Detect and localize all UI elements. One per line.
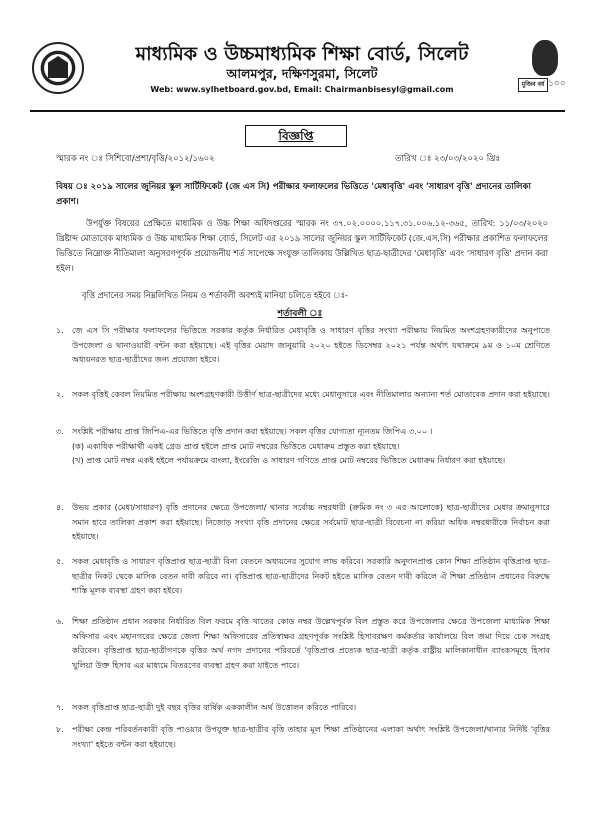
clause-number: ৮.	[56, 724, 64, 734]
conditions-heading: শর্তাবলী ঃ	[277, 309, 323, 319]
clause-2	[56, 387, 550, 402]
clause-1	[56, 323, 550, 367]
mujib-badge-text: মুজিব বর্ষ	[518, 78, 548, 92]
intro-text: উপর্যুক্ত বিষয়ের প্রেক্ষিতে মাধ্যমিক ও উচ্চ শিক্ষা অধিদপ্তরের স্মারক নং ৩৭.০২.০০০০.১১৭.৩১.০০৬.১২-৩৬৫, তারিখ: ১১/০৩/২০২০ খ্রিষ্টাব্দ মোতাবেক মাধ্যমিক ও উচ্চ মাধ্যমিক শিক্ষা বোর্ড, সিলেট এর ২০১৯ সালের জুনিয়র স্কুল সার্টিফিকেট (জে.এস.সি) পরীক্ষার প্রকাশিত ফলাফলের ভিত্তিতে নিম্নোক্ত নীতিমালা অনুসরণপূর্বক প্রয়োজনীয় শর্ত সাপেক্ষে সংযুক্ত তালিকায় উল্লিখিত ছাত্র-ছাত্রীদের 'মেধাবৃত্তি' এবং 'সাধারণ বৃত্তি' প্রদান করা হইল।	[56, 218, 548, 273]
clause-text: সংশ্লিষ্ট পরীক্ষায় প্রাপ্ত জিপিএ-এর ভিত্তিতে বৃত্তি প্রদান করা হইয়াছে। সকল বৃত্তির যোগ্যতা ন্যূনতম জিপিএ ৩.০০ ।	[72, 426, 433, 436]
clause-number: ৪.	[56, 502, 64, 512]
memo-number: স্মারক নং ঃ সিশিবো/প্রশা/বৃত্তি/২০১২/১৬০২	[56, 154, 215, 164]
clause-3	[56, 424, 550, 468]
clause-5	[56, 554, 550, 598]
clause-number: ৫.	[56, 556, 64, 566]
clause-3-sub-kha: (খ) প্রাপ্ত মোট নম্বর একই হইলে পর্যায়ক্রমে বাংলা, ইংরেজি ও সাধারণ গণিতে প্রাপ্ত মোট নম্বরের ভিত্তিতে মেধাক্রম নির্ধারণ করা হইয়াছে।	[72, 455, 506, 466]
clause-number: ৩.	[56, 426, 64, 436]
clause-3-sub-ka: (ক) একাধিক পরীক্ষার্থী একই গ্রেড প্রাপ্ত হইলে প্রাপ্ত মোট নম্বরের ভিত্তিতে মেধাক্রম প্রস্তুত করা হইয়াছে।	[72, 440, 400, 451]
clause-text: সকল মেধাবৃত্তি ও সাধারণ বৃত্তিপ্রাপ্ত ছাত্র-ছাত্রী বিনা বেতনে অধ্যয়নের সুযোগ লাভ করিবে। সরকারি অনুদানপ্রাপ্ত কোন শিক্ষা প্রতিষ্ঠান বৃত্তিপ্রাপ্ত ছাত্র-ছাত্রীর নিকট থেকে মাসিক বেতন দাবী করিবে না। বৃত্তিপ্রাপ্ত ছাত্র-ছাত্রীদের নিকট হইতে মাসিক বেতন দাবী করিলে ঐ শিক্ষা প্রতিষ্ঠান প্রধানের বিরুদ্ধে শাস্তি মূলক ব্যবস্থা গ্রহণ করা হইবে।	[72, 556, 550, 596]
board-web-email: Web: www.sylhetboard.gov.bd, Email: Chairmanbisesyl@gmail.com	[150, 85, 454, 94]
board-address: আলমপুর, দক্ষিণসুরমা, সিলেট	[226, 66, 378, 81]
clause-text: উভয় প্রকার (মেধা/সাধারণ) বৃত্তি প্রদানের ক্ষেত্রে উপজেলা/ থানার সর্বোচ্চ নম্বরধারী (ক্রমিক নং ৩ এর আলোকে) ছাত্র-ছাত্রীদের মেধার ক্রমানুসারে সমান হারে তালিকা প্রকাশ করা হইয়াছে। নিজোড় সংখ্যা বৃত্তি প্রদানের ক্ষেত্রে সর্বমোট ছাত্র-ছাত্রী বিবেচনা না করিয়া অধিক নম্বরধারীকে নির্বাচন করা হইয়াছে।	[72, 502, 550, 542]
portrait-icon	[532, 40, 558, 76]
board-seal-icon	[32, 42, 84, 94]
mujib-borsho-logo	[514, 38, 572, 98]
clause-text: সকল বৃত্তিই কেবল নিয়মিত পরীক্ষায় অংশগ্রহণকারী উত্তীর্ণ ছাত্র-ছাত্রীদের মধ্যে মেধানুসারে এবং নীতিমালার অন্যান্য শর্ত মোতাবেক প্রদান করা হইয়াছে।	[72, 389, 550, 399]
letterhead	[30, 38, 570, 108]
subject-line: বিষয় ঃ ২০১৯ সালের জুনিয়র স্কুল সার্টিফিকেট (জে এস সি) পরীক্ষার ফলাফলের ভিত্তিতে 'মেধাবৃত্তি' এবং 'সাধারণ বৃত্তি' প্রদানের তালিকা প্রকাশ।	[56, 182, 531, 207]
mujib-100-text: ১০০	[548, 79, 566, 89]
clause-number: ৬.	[56, 616, 64, 626]
notice-title: বিজ্ঞপ্তি	[245, 125, 347, 147]
clause-text: পরীক্ষা কেন্দ্র পরিবর্তনকারী বৃত্তি পাওয়ার উপযুক্ত ছাত্র-ছাত্রীর বৃত্তি তাহার মূল শিক্ষা প্রতিষ্ঠানের এলাকা অর্থাৎ সংশ্লিষ্ট উপজেলা/থানার নির্দিষ্ট 'বৃত্তির সংখ্যা' হইতে বন্টন করা হইয়াছে।	[72, 724, 550, 749]
clause-7	[56, 700, 550, 715]
clause-text: জে এস সি পরীক্ষার ফলাফলের ভিত্তিতে সরকার কর্তৃক নির্ধারিত মেধাবৃত্তি ও সাধারণ বৃত্তির সংখ্যা পরীক্ষায় নিয়মিত অংশগ্রহণকারীদের অনুপাতে উপজেলা ও থানাওয়ারী বন্টন করা হইয়াছে। এই বৃত্তির মেয়াদ জানুয়ারি ২০২০ হইতে ডিসেম্বর ২০২১ পর্যন্ত অর্থাৎ যথাক্রমে ৯ম ও ১০ম শ্রেণিতে অধ্যয়নরত ছাত্র-ছাত্রীদের জন্য প্রযোজ্য হইবে।	[72, 325, 550, 365]
board-title: মাধ্যমিক ও উচ্চমাধ্যমিক শিক্ষা বোর্ড, সিলেট	[135, 43, 469, 65]
clause-text: সকল বৃত্তিপ্রাপ্ত ছাত্র-ছাত্রী দুই বছর বৃত্তির বার্ষিক এককালীন অর্থ উত্তোলন করিতে পারিবে।	[72, 702, 357, 712]
clause-text: শিক্ষা প্রতিষ্ঠান প্রধান সরকার নির্ধারিত বিল ফরমে বৃত্তি খাতের কোড নম্বর উল্লেখপূর্বক বিল প্রস্তুত করে উপজেলার ক্ষেত্রে উপজেলা মাধ্যমিক শিক্ষা অফিসার এবং মহানগরের ক্ষেত্রে জেলা শিক্ষা অফিসারের প্রতিস্বাক্ষর গ্রহণপূর্বক সংশ্লিষ্ট হিসাবরক্ষণ কর্মকর্তার কার্যালয়ে বিল জমা দিয়ে চেক সংগ্রহ করিবেন। বৃত্তিপ্রাপ্ত ছাত্র-ছাত্রীগণকে বৃত্তির অর্থ নগদ প্রদানের পরিবর্তে 'বৃত্তিপ্রাপ্ত প্রত্যেক ছাত্র-ছাত্রী কর্তৃক রাষ্ট্রীয় মালিকানাধীন ব্যাংকসমূহে হিসাব খুলিয়া উক্ত হিসাব এর মাধ্যমে বিতরণের ব্যবস্থা গ্রহণ করা যাইতে পারে।	[72, 616, 550, 670]
memo-date: তারিখ ঃ ২৩/০৩/২০২০ খ্রিঃ	[395, 154, 501, 164]
clause-6	[56, 614, 550, 672]
clause-8	[56, 722, 550, 751]
board-seal-emblem	[48, 56, 68, 78]
clause-4	[56, 500, 550, 544]
intro-paragraph	[56, 216, 548, 276]
rules-intro: বৃত্তি প্রদানের সময় নিম্নলিখিত নিয়ম ও শর্তাবলী অবশ্যই মানিয়া চলিতে হইবে ঃ-	[82, 290, 349, 300]
clause-number: ২.	[56, 389, 64, 399]
header-divider	[30, 110, 565, 112]
clause-number: ৭.	[56, 702, 64, 712]
clause-number: ১.	[56, 325, 64, 335]
